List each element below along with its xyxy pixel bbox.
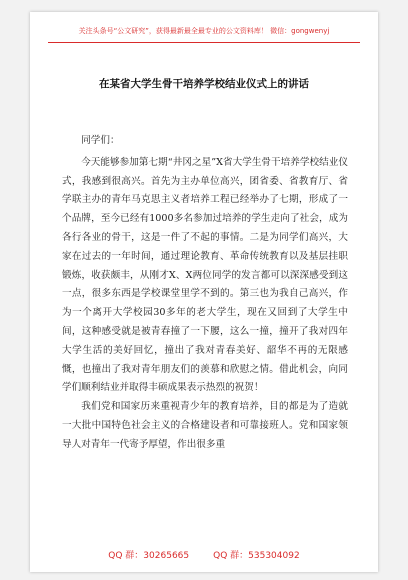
footer-qq-group-2: QQ 群：535304092 bbox=[213, 551, 300, 561]
page-header-notice: 关注头条号“公文研究”，获得最新最全最专业的公文资料库！ 微信：gongwenyj bbox=[78, 27, 330, 35]
header-divider bbox=[48, 42, 360, 43]
page-footer bbox=[30, 548, 378, 561]
document-page bbox=[30, 12, 378, 572]
body-paragraph-2: 我们党和国家历来重视青少年的教育培养，目的都是为了造就一大批中国特色社会主义的合格建设者和可靠接班人。党和国家领导人对青年一代寄予厚望，作出很多重 bbox=[62, 401, 348, 450]
document-title: 在某省大学生骨干培养学校结业仪式上的讲话 bbox=[99, 78, 309, 90]
footer-qq-group-1: QQ 群：30265665 bbox=[108, 551, 190, 561]
salutation: 同学们： bbox=[81, 135, 120, 146]
document-body bbox=[62, 132, 348, 455]
body-paragraph-1: 今天能够参加第七期“井冈之星”X省大学生骨干培养学校结业仪式，我感到很高兴。首先为主办单位高兴，团省委、省教育厅、省学联主办的青年马克思主义者培养工程已经举办了七期，形成了一个品牌，至今已经有1000多名参加过培养的学生走向了社会，成为各行各业的骨干，这是一件了不起的事情。二是为同学们高兴，大家在过去的一年时间，通过理论教育、革命传统教育以及基层挂职锻炼，收获颇丰，从刚才X、X两位同学的发言都可以深深感受到这一点，很多东西是学校课堂里学不到的。第三也为我自己高兴，作为一个离开大学校园30多年的老大学生，现在又回到了大学生中间，这种感受就是被青春撞了一下腰，这么一撞，撞开了我对四年大学生活的美好回忆，撞出了我对青春美好、韶华不再的无限感慨，也撞出了我对青年朋友们的羡慕和欣慰之情。借此机会，向同学们顺利结业并取得丰硕成果表示热烈的祝贺！ bbox=[62, 156, 348, 394]
